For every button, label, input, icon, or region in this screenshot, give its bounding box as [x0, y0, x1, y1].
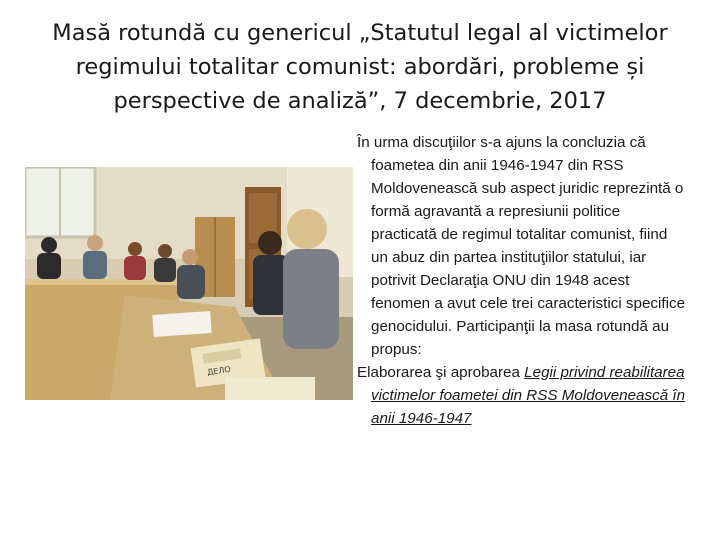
proposal-prefix: Elaborarea şi aprobarea	[357, 364, 525, 381]
folder-label: ДЕЛО	[206, 364, 232, 378]
body-text	[357, 131, 687, 430]
law-link[interactable]: Legii privind reabilitarea victimelor foametei din RSS Moldovenească în anii 1946-1947	[371, 364, 686, 427]
roundtable-photo	[25, 167, 353, 400]
slide-title: Masă rotundă cu genericul „Statutul legal al victimelor regimului totalitar comunist: abordări, probleme și perspective de analiză”, 7 decembrie, 2017	[52, 20, 668, 114]
proposal-item	[357, 361, 687, 430]
conclusion-paragraph: În urma discuţiilor s-a ajuns la concluzia că foametea din anii 1946-1947 din RSS Moldovenească sub aspect juridic reprezintă o formă agravantă a represiunii politice practicată de regimul totalitar comunist, fiind un abuz din partea instituţiilor statului, iar potrivit Declaraţia ONU din 1948 acest fenomen a avut cele trei caracteristici specifice genocidului. Participanţii la masa rotundă au propus:	[357, 134, 686, 358]
